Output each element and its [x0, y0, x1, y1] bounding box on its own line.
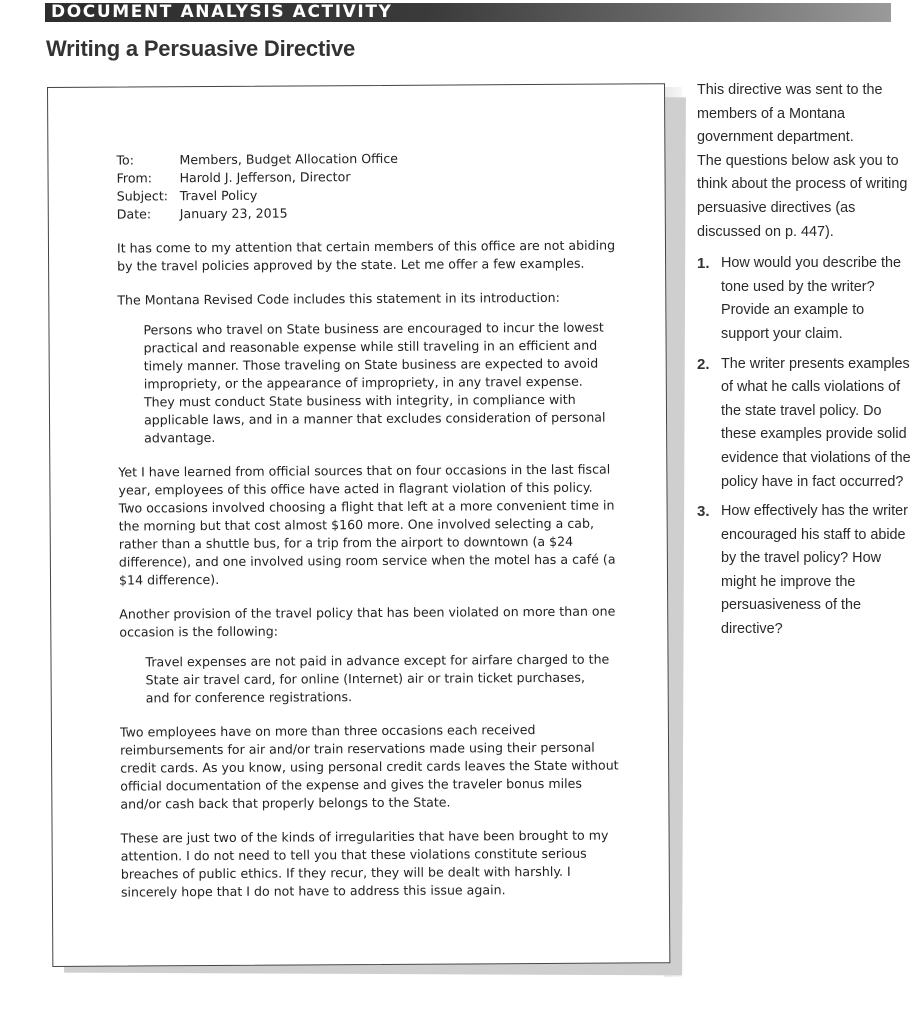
memo-subject-value: Travel Policy — [179, 187, 258, 204]
memo-quote-code: Persons who travel on State business are encouraged to incur the lowest practical and reasonable expense while still traveling in an efficient and timely manner. Those traveling on State business are expected to avoid impropriety, or the appearance of impropriety, in any travel expense. They must conduct State business with integrity, in compliance with applicable laws, and in a manner that excludes consideration of personal advantage. — [143, 319, 606, 446]
memo-to-label: To: — [116, 152, 134, 168]
section-label: DOCUMENT ANALYSIS ACTIVITY — [51, 2, 393, 22]
question-item — [697, 353, 912, 495]
section-header-band — [45, 3, 891, 22]
memo-paragraph-closing: These are just two of the kinds of irregularities that have been brought to my attention. I do not need to tell you that these violations constitute serious breaches of public ethics. If they recur, they will be dealt with harshly. I sincerely hope that I do not have to address this issue again. — [120, 827, 609, 900]
memo-paragraph-intro: It has come to my attention that certain members of this office are not abiding by the travel policies approved by the state. Let me offer a few examples. — [116, 237, 616, 274]
question-item — [697, 500, 912, 642]
memo-date-label: Date: — [116, 206, 152, 222]
sidebar-intro — [697, 79, 912, 244]
question-number: 1. — [697, 255, 710, 273]
question-text: The writer presents examples of what he calls violations of the state travel policy. Do these examples provide solid evidence that violations of the policy have in fact occurred? — [721, 355, 911, 490]
page-title: Writing a Persuasive Directive — [46, 36, 356, 61]
question-number: 2. — [697, 355, 710, 373]
sidebar-intro-context: This directive was sent to the members of a Montana government department. — [697, 82, 883, 146]
memo-paragraph-credit-cards: Two employees have on more than three occasions each received reimbursements for air and/or train reservations made using their personal credit cards. As you know, using personal credit cards leaves the State without official documentation of the expense and gives the traveler bonus miles and/or cash back that properly belongs to the State. — [119, 722, 619, 812]
memo-to-value: Members, Budget Allocation Office — [179, 150, 399, 168]
question-list — [697, 252, 912, 642]
memo-from-label: From: — [116, 170, 153, 186]
question-item — [697, 252, 912, 346]
question-number: 3. — [697, 503, 710, 521]
memo-paragraph-provision: Another provision of the travel policy that has been violated on more than one occasion is the following: — [119, 603, 616, 640]
question-text: How would you describe the tone used by the writer? Provide an example to support your claim. — [721, 255, 901, 342]
question-text: How effectively has the writer encouraged his staff to abide by the travel policy? How might he improve the persuasiveness of the directive? — [721, 503, 908, 638]
memo-quote-provision: Travel expenses are not paid in advance except for airfare charged to the State air travel card, for online (Internet) air or train ticket purchases, and for conference registrations. — [145, 651, 610, 706]
memo-document — [47, 83, 670, 967]
sidebar-intro-instructions: The questions below ask you to think about the process of writing persuasive directives (as discussed on p. 447). — [697, 152, 908, 240]
memo-subject-label: Subject: — [116, 188, 169, 204]
memo-body — [116, 149, 621, 902]
memo-from-value: Harold J. Jefferson, Director — [179, 169, 351, 186]
memo-date-value: January 23, 2015 — [179, 205, 288, 222]
memo-paragraph-code-intro: The Montana Revised Code includes this statement in its introduction: — [117, 289, 560, 308]
memo-paragraph-violations: Yet I have learned from official sources that on four occasions in the last fiscal year, employees of this office have acted in flagrant violation of this policy. Two occasions involved choosing a flight that left at a more convenient time in the morning but that cost almost $160 more. One involved selecting a cab, rather than a shuttle bus, for a trip from the airport to downtown (a $24 difference), and one involved using room service when the motel has a café (a $14 difference). — [118, 461, 616, 588]
sidebar-questions — [697, 79, 912, 648]
memo-date-row — [117, 203, 617, 224]
